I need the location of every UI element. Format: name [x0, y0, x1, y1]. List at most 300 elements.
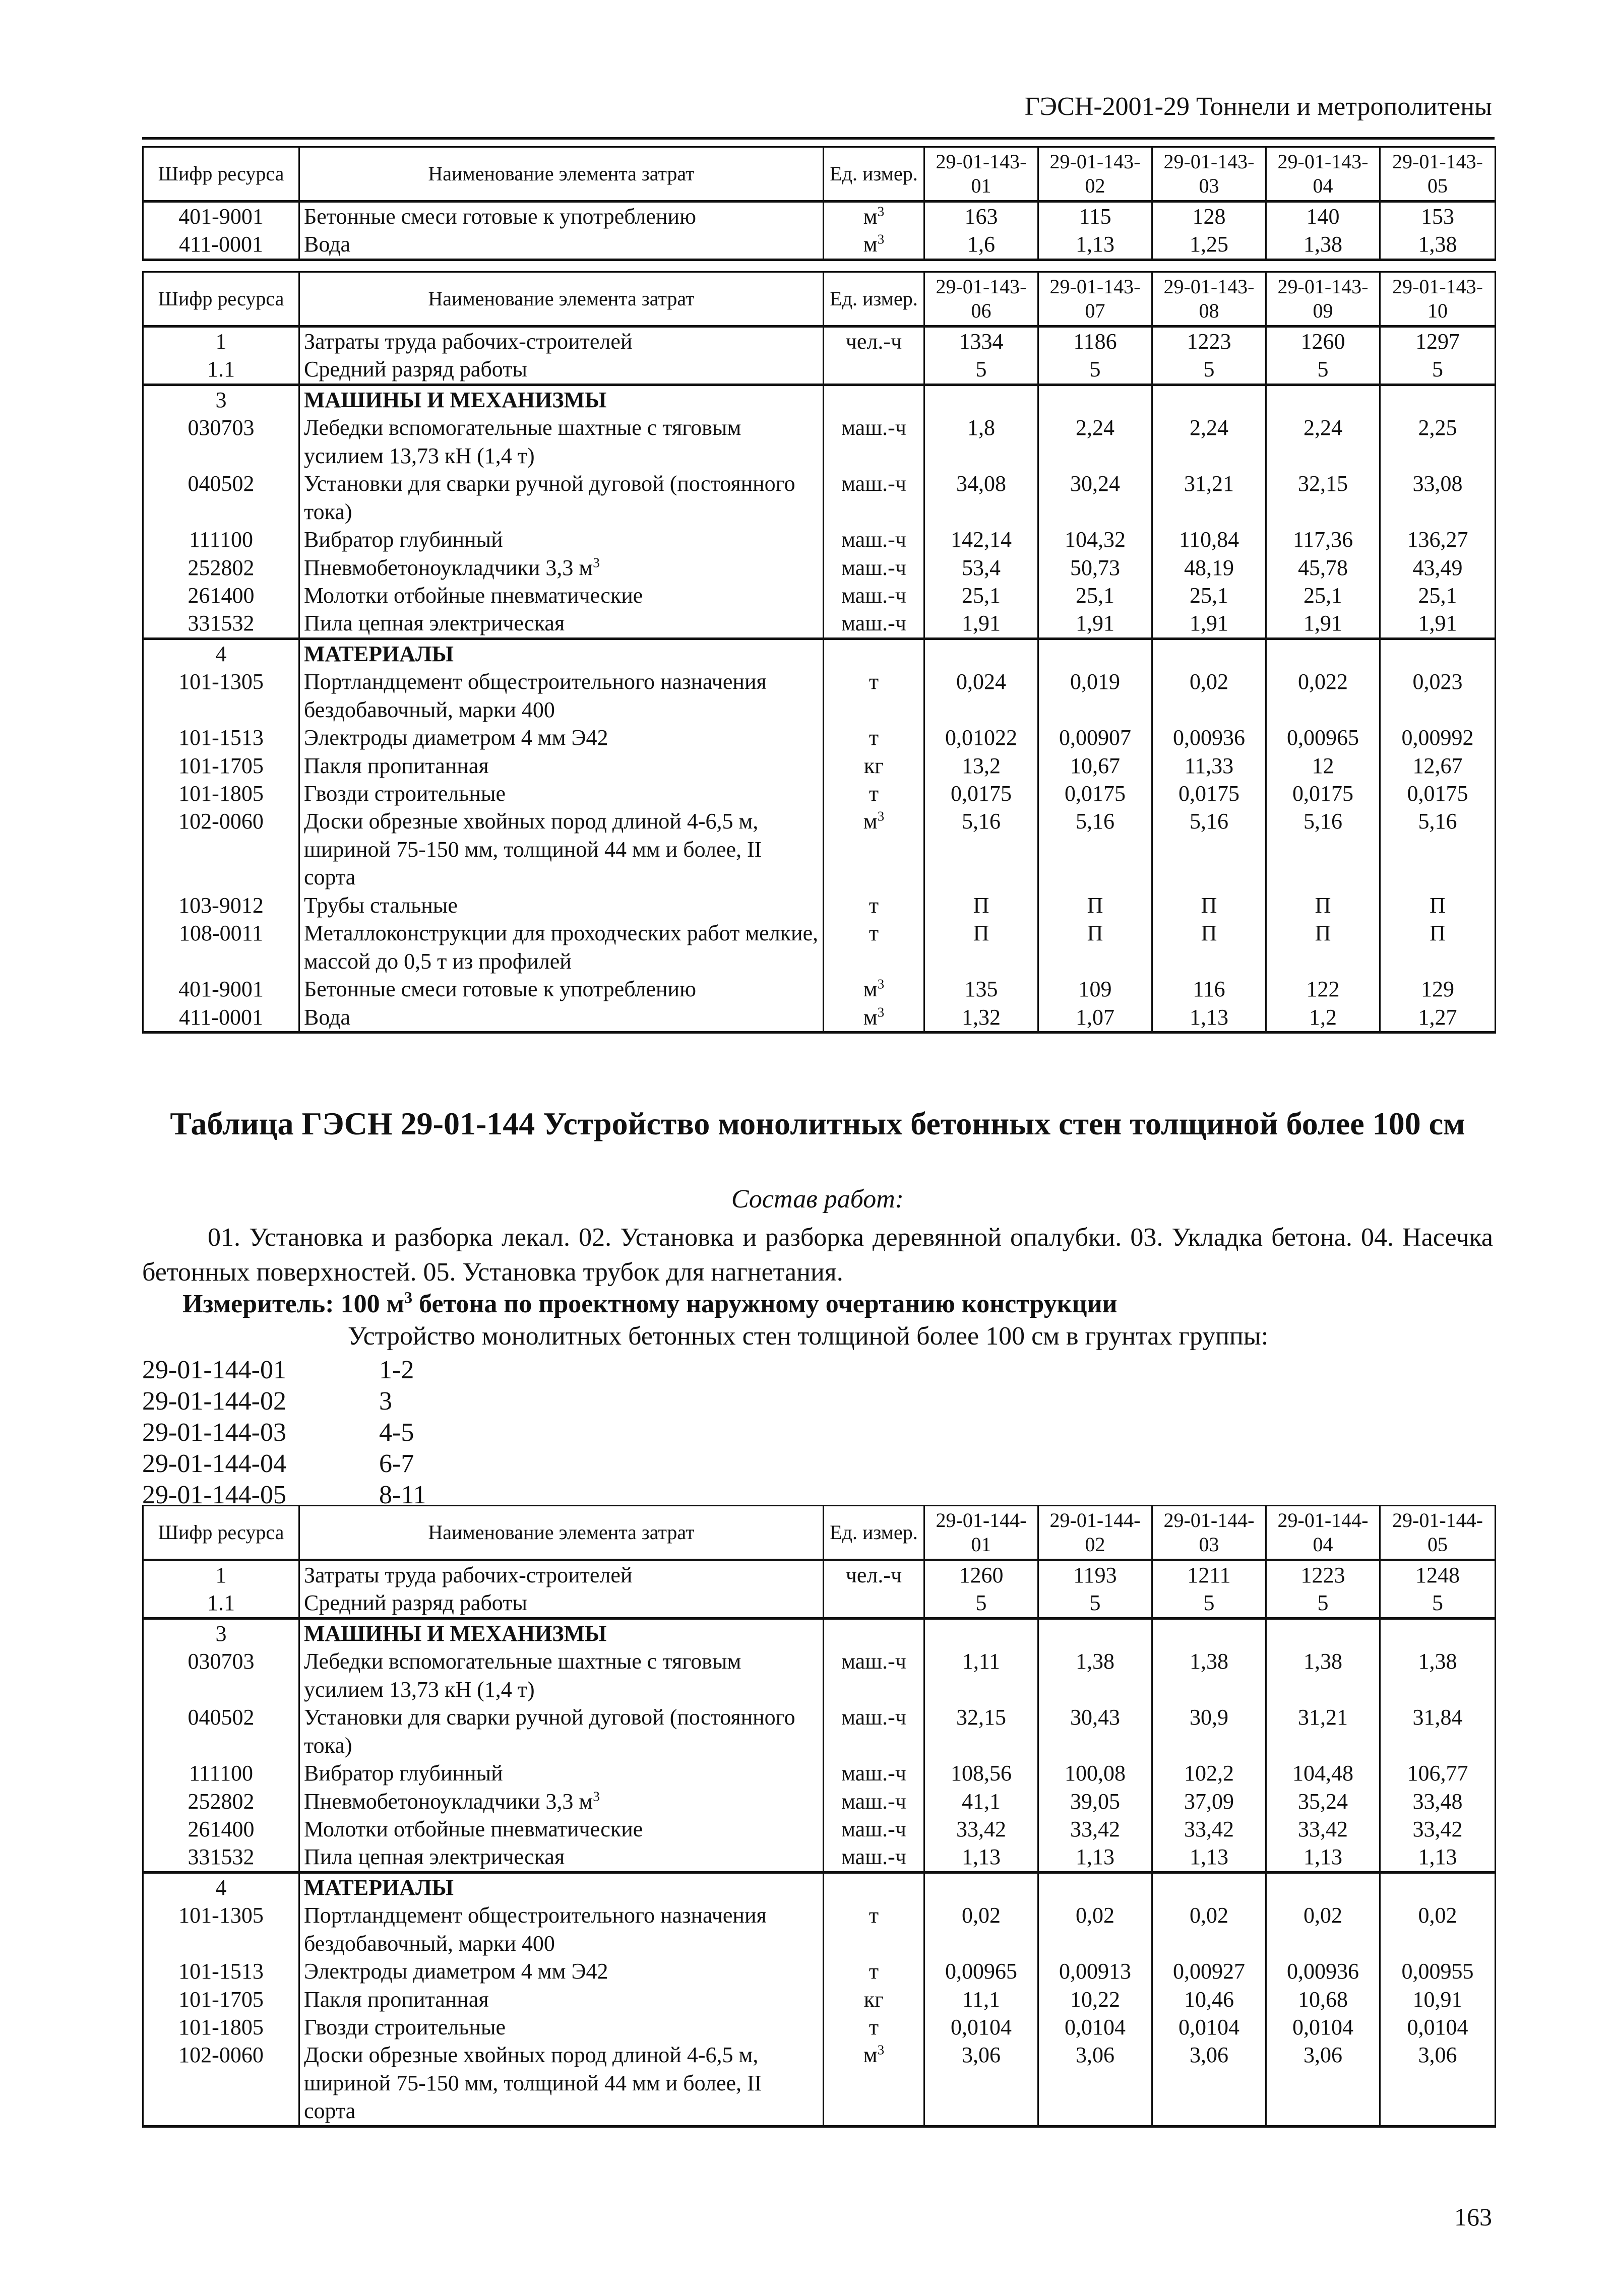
section-row — [143, 385, 1496, 414]
resource-code: 103-9012 — [143, 891, 299, 919]
table-row — [143, 891, 1496, 919]
norm-value: 33,42 — [1266, 1815, 1380, 1843]
column-header-norm: 29-01-144-02 — [1038, 1506, 1152, 1560]
resource-unit: маш.-ч — [824, 554, 924, 582]
resource-unit: $м^3$ — [824, 1003, 924, 1033]
norm-value — [1038, 1618, 1152, 1647]
section-title: МАТЕРИАЛЫ — [299, 1872, 824, 1901]
norm-value: 11,1 — [924, 1986, 1038, 2013]
table-row — [143, 1815, 1496, 1843]
norm-value: 1,13 — [1152, 1003, 1266, 1033]
resource-unit: маш.-ч — [824, 609, 924, 639]
norm-value — [1152, 1872, 1266, 1901]
norm-value: 11,33 — [1152, 752, 1266, 780]
norm-value: 2,25 — [1380, 414, 1496, 470]
resource-code: 1 — [143, 327, 299, 356]
norm-value: 1,32 — [924, 1003, 1038, 1033]
norm-value: 153 — [1380, 202, 1496, 231]
norm-value: П — [1152, 919, 1266, 975]
column-header-norm: 29-01-143-07 — [1038, 272, 1152, 327]
norm-value: 43,49 — [1380, 554, 1496, 582]
table-row — [143, 202, 1496, 231]
norm-value: 5 — [1038, 1589, 1152, 1618]
page-header: ГЭСН-2001-29 Тоннели и метрополитены — [1024, 92, 1492, 121]
norm-value: 37,09 — [1152, 1788, 1266, 1815]
norm-value: 5 — [1266, 1589, 1380, 1618]
norm-value: П — [1380, 919, 1496, 975]
resource-unit: маш.-ч — [824, 414, 924, 470]
resource-name: Установки для сварки ручной дуговой (постоянного тока) — [299, 1703, 824, 1759]
resource-name: Электроды диаметром 4 мм Э42 — [299, 724, 824, 751]
resource-unit: $м^3$ — [824, 807, 924, 891]
norm-value: 0,023 — [1380, 668, 1496, 724]
table-row — [143, 668, 1496, 724]
norm-value: 5,16 — [1038, 807, 1152, 891]
norm-value: 5,16 — [1380, 807, 1496, 891]
norm-value: 0,019 — [1038, 668, 1152, 724]
norm-value: 1,38 — [1266, 230, 1380, 260]
norm-value: 5 — [924, 1589, 1038, 1618]
column-header-norm: 29-01-144-01 — [924, 1506, 1038, 1560]
norm-value: 1,91 — [1152, 609, 1266, 639]
norm-value: 5 — [1380, 355, 1496, 385]
norm-value: 1,91 — [1380, 609, 1496, 639]
resource-code: 101-1305 — [143, 1901, 299, 1957]
norm-value: 33,42 — [924, 1815, 1038, 1843]
column-header-norm: 29-01-144-04 — [1266, 1506, 1380, 1560]
norm-value: 25,1 — [1380, 582, 1496, 609]
resource-table-143-06-10 — [142, 271, 1496, 1034]
norm-value: 163 — [924, 202, 1038, 231]
resource-name: Гвозди строительные — [299, 780, 824, 807]
resource-unit: маш.-ч — [824, 1843, 924, 1872]
resource-unit: маш.-ч — [824, 1647, 924, 1703]
column-header-code: Шифр ресурса — [143, 1506, 299, 1560]
resource-name: Пакля пропитанная — [299, 1986, 824, 2013]
norm-value — [1266, 1872, 1380, 1901]
resource-code: 040502 — [143, 1703, 299, 1759]
norm-value: 1,13 — [1266, 1843, 1380, 1872]
norm-value: 5 — [1152, 1589, 1266, 1618]
resource-name: Молотки отбойные пневматические — [299, 582, 824, 609]
norm-value: 0,02 — [1266, 1901, 1380, 1957]
page-number: 163 — [1454, 2203, 1492, 2231]
norm-value: 117,36 — [1266, 526, 1380, 553]
resource-unit: маш.-ч — [824, 1759, 924, 1787]
variant-soil-group: 3 — [379, 1386, 392, 1416]
column-header-norm: 29-01-143-03 — [1152, 147, 1266, 202]
meter-line — [182, 1289, 1493, 1319]
column-header-norm: 29-01-143-08 — [1152, 272, 1266, 327]
resource-name: Вода — [299, 230, 824, 260]
resource-code: 101-1305 — [143, 668, 299, 724]
resource-name: Средний разряд работы — [299, 355, 824, 385]
norm-value: 5,16 — [924, 807, 1038, 891]
norm-value: 1193 — [1038, 1560, 1152, 1589]
table-row — [143, 752, 1496, 780]
norm-value: 35,24 — [1266, 1788, 1380, 1815]
norm-value: 129 — [1380, 975, 1496, 1003]
norm-value — [1380, 1618, 1496, 1647]
table-title: Таблица ГЭСН 29-01-144 Устройство монолитных бетонных стен толщиной более 100 см — [170, 1106, 1465, 1141]
variant-soil-group: 8-11 — [379, 1480, 426, 1509]
norm-value: 0,024 — [924, 668, 1038, 724]
norm-value: 0,0175 — [1038, 780, 1152, 807]
column-header-norm: 29-01-143-05 — [1380, 147, 1496, 202]
table-row — [143, 230, 1496, 260]
section-title: МАШИНЫ И МЕХАНИЗМЫ — [299, 385, 824, 414]
table-row — [143, 327, 1496, 356]
resource-unit: т — [824, 668, 924, 724]
norm-value: 10,91 — [1380, 1986, 1496, 2013]
resource-unit: т — [824, 1957, 924, 1985]
column-header-norm: 29-01-143-02 — [1038, 147, 1152, 202]
resource-unit: чел.-ч — [824, 1560, 924, 1589]
norm-value: П — [1038, 919, 1152, 975]
table-row — [143, 975, 1496, 1003]
variant-item — [142, 1448, 596, 1480]
norm-value: 104,32 — [1038, 526, 1152, 553]
resource-name: Бетонные смеси готовые к употреблению — [299, 975, 824, 1003]
table-row — [143, 526, 1496, 553]
norm-value: 31,21 — [1266, 1703, 1380, 1759]
resource-unit: маш.-ч — [824, 1703, 924, 1759]
resource-unit — [824, 355, 924, 385]
resource-code: 102-0060 — [143, 807, 299, 891]
column-header-norm: 29-01-143-04 — [1266, 147, 1380, 202]
norm-value: 109 — [1038, 975, 1152, 1003]
norm-value: П — [924, 919, 1038, 975]
norm-value: 1211 — [1152, 1560, 1266, 1589]
norm-value: 12 — [1266, 752, 1380, 780]
resource-code: 401-9001 — [143, 975, 299, 1003]
norm-value: 2,24 — [1152, 414, 1266, 470]
norm-value: 33,08 — [1380, 470, 1496, 526]
resource-code: 101-1513 — [143, 724, 299, 751]
norm-value: 1,38 — [1380, 230, 1496, 260]
resource-unit: маш.-ч — [824, 1788, 924, 1815]
resource-unit — [824, 385, 924, 414]
resource-code: 102-0060 — [143, 2041, 299, 2126]
norm-value: 5 — [1266, 355, 1380, 385]
norm-value: 0,0104 — [1152, 2013, 1266, 2041]
norm-value: 53,4 — [924, 554, 1038, 582]
norm-value: 1334 — [924, 327, 1038, 356]
norm-value: 1,13 — [1038, 1843, 1152, 1872]
variant-soil-group: 1-2 — [379, 1356, 414, 1384]
resource-code: 101-1705 — [143, 752, 299, 780]
resource-code: 101-1513 — [143, 1957, 299, 1985]
column-header-norm: 29-01-143-06 — [924, 272, 1038, 327]
norm-value: 41,1 — [924, 1788, 1038, 1815]
norm-value: 5,16 — [1266, 807, 1380, 891]
table-row — [143, 554, 1496, 582]
works-composition-title: Состав работ: — [731, 1185, 904, 1214]
norm-value: 10,67 — [1038, 752, 1152, 780]
meter-label: Измеритель: — [182, 1290, 334, 1318]
norm-value — [924, 385, 1038, 414]
norm-value: 3,06 — [1266, 2041, 1380, 2126]
resource-code: 252802 — [143, 1788, 299, 1815]
norm-value: П — [924, 891, 1038, 919]
norm-value: 0,02 — [1038, 1901, 1152, 1957]
resource-name: Пила цепная электрическая — [299, 609, 824, 639]
norm-value: 12,67 — [1380, 752, 1496, 780]
norm-value: 104,48 — [1266, 1759, 1380, 1787]
resource-code: 3 — [143, 385, 299, 414]
norm-value: 0,02 — [1152, 1901, 1266, 1957]
resource-unit — [824, 1618, 924, 1647]
norm-value: П — [1380, 891, 1496, 919]
meter-value: 100 $м^3$ бетона по проектному наружному очертанию конструкции — [340, 1288, 1118, 1318]
norm-value: 50,73 — [1038, 554, 1152, 582]
norm-value: П — [1266, 919, 1380, 975]
norm-value: 0,0104 — [1380, 2013, 1496, 2041]
table-row — [143, 2041, 1496, 2126]
resource-code: 401-9001 — [143, 202, 299, 231]
norm-value: 0,0175 — [924, 780, 1038, 807]
norm-value: 1,91 — [1038, 609, 1152, 639]
norm-value: 0,00965 — [1266, 724, 1380, 751]
norm-value: 33,42 — [1152, 1815, 1266, 1843]
norm-value: 128 — [1152, 202, 1266, 231]
resource-unit — [824, 639, 924, 668]
variant-item — [142, 1355, 596, 1386]
column-header-code: Шифр ресурса — [143, 272, 299, 327]
norm-value: 48,19 — [1152, 554, 1266, 582]
norm-value: 32,15 — [1266, 470, 1380, 526]
resource-name: Вибратор глубинный — [299, 526, 824, 553]
resource-unit: т — [824, 2013, 924, 2041]
norm-value — [1266, 1618, 1380, 1647]
norm-value: 3,06 — [1380, 2041, 1496, 2126]
resource-code: 030703 — [143, 414, 299, 470]
resource-unit: маш.-ч — [824, 1815, 924, 1843]
norm-value: 25,1 — [1152, 582, 1266, 609]
norm-value: 1,25 — [1152, 230, 1266, 260]
norm-value — [1152, 639, 1266, 668]
table-row — [143, 609, 1496, 639]
column-header-norm: 29-01-143-01 — [924, 147, 1038, 202]
norm-value: 32,15 — [924, 1703, 1038, 1759]
resource-table-144-01-05 — [142, 1505, 1496, 2128]
column-header-unit: Ед. измер. — [824, 272, 924, 327]
norm-value: 0,0175 — [1266, 780, 1380, 807]
table-row — [143, 582, 1496, 609]
resource-name: Молотки отбойные пневматические — [299, 1815, 824, 1843]
norm-value: 0,00992 — [1380, 724, 1496, 751]
norm-value: 5 — [1380, 1589, 1496, 1618]
resource-code: 411-0001 — [143, 1003, 299, 1033]
table-row — [143, 1759, 1496, 1787]
norm-value: 1,13 — [1038, 230, 1152, 260]
table-row — [143, 1560, 1496, 1589]
norm-value — [1380, 385, 1496, 414]
resource-name: Трубы стальные — [299, 891, 824, 919]
norm-value: 33,42 — [1380, 1815, 1496, 1843]
variants-title: Устройство монолитных бетонных стен толщиной более 100 см в грунтах группы: — [348, 1322, 1269, 1351]
norm-value: 1223 — [1152, 327, 1266, 356]
norm-value: 1,11 — [924, 1647, 1038, 1703]
resource-code: 101-1705 — [143, 1986, 299, 2013]
norm-value: 31,21 — [1152, 470, 1266, 526]
norm-value: 25,1 — [1038, 582, 1152, 609]
resource-unit: кг — [824, 752, 924, 780]
norm-value: 1,6 — [924, 230, 1038, 260]
norm-value — [924, 1618, 1038, 1647]
norm-value: 0,00936 — [1152, 724, 1266, 751]
norm-value: 0,00907 — [1038, 724, 1152, 751]
resource-unit — [824, 1872, 924, 1901]
column-header-norm: 29-01-144-05 — [1380, 1506, 1496, 1560]
norm-value: 0,0175 — [1152, 780, 1266, 807]
norm-value: 110,84 — [1152, 526, 1266, 553]
norm-value: 1,13 — [1152, 1843, 1266, 1872]
norm-value: 2,24 — [1266, 414, 1380, 470]
resource-code: 4 — [143, 639, 299, 668]
norm-value: 115 — [1038, 202, 1152, 231]
resource-unit: маш.-ч — [824, 470, 924, 526]
table-row — [143, 807, 1496, 891]
resource-name: Лебедки вспомогательные шахтные с тяговым усилием 13,73 кН (1,4 т) — [299, 414, 824, 470]
variant-soil-group: 4-5 — [379, 1418, 414, 1447]
norm-value: 0,022 — [1266, 668, 1380, 724]
variant-item — [142, 1386, 596, 1417]
norm-value — [1380, 639, 1496, 668]
resource-unit: т — [824, 724, 924, 751]
variant-code: 29-01-144-05 — [142, 1480, 286, 1509]
norm-value: 1,13 — [924, 1843, 1038, 1872]
norm-value: 1,8 — [924, 414, 1038, 470]
norm-value: П — [1152, 891, 1266, 919]
norm-value: 30,9 — [1152, 1703, 1266, 1759]
norm-value: 142,14 — [924, 526, 1038, 553]
variant-soil-group: 6-7 — [379, 1449, 414, 1478]
resource-name: Пакля пропитанная — [299, 752, 824, 780]
resource-name: Пила цепная электрическая — [299, 1843, 824, 1872]
resource-code: 1.1 — [143, 1589, 299, 1618]
norm-value: 116 — [1152, 975, 1266, 1003]
resource-name: Гвозди строительные — [299, 2013, 824, 2041]
column-header-norm: 29-01-143-10 — [1380, 272, 1496, 327]
resource-unit: кг — [824, 1986, 924, 2013]
section-title: МАТЕРИАЛЫ — [299, 639, 824, 668]
norm-value: 10,22 — [1038, 1986, 1152, 2013]
resource-name: Электроды диаметром 4 мм Э42 — [299, 1957, 824, 1985]
norm-value: 135 — [924, 975, 1038, 1003]
resource-name: Бетонные смеси готовые к употреблению — [299, 202, 824, 231]
resource-code: 040502 — [143, 470, 299, 526]
column-header-norm: 29-01-143-09 — [1266, 272, 1380, 327]
resource-unit: маш.-ч — [824, 526, 924, 553]
table-row — [143, 1703, 1496, 1759]
norm-value: 140 — [1266, 202, 1380, 231]
norm-value: 3,06 — [924, 2041, 1038, 2126]
resource-code: 111100 — [143, 1759, 299, 1787]
norm-value — [924, 1872, 1038, 1901]
column-header-name: Наименование элемента затрат — [299, 147, 824, 202]
resource-table-143-01-05 — [142, 146, 1496, 261]
resource-unit: т — [824, 780, 924, 807]
table-row — [143, 414, 1496, 470]
resource-code: 261400 — [143, 1815, 299, 1843]
norm-value: 33,42 — [1038, 1815, 1152, 1843]
resource-unit: $м^3$ — [824, 2041, 924, 2126]
resource-code: 108-0011 — [143, 919, 299, 975]
norm-value: 1,13 — [1380, 1843, 1496, 1872]
resource-unit: $м^3$ — [824, 230, 924, 260]
resource-name: Пневмобетоноукладчики 3,3 $м^3$ — [299, 554, 824, 582]
norm-value: 1,38 — [1380, 1647, 1496, 1703]
norm-value: 1186 — [1038, 327, 1152, 356]
norm-value: 1,38 — [1152, 1647, 1266, 1703]
norm-value: 5 — [924, 355, 1038, 385]
resource-code: 111100 — [143, 526, 299, 553]
norm-value: 1223 — [1266, 1560, 1380, 1589]
norm-value: 1,91 — [924, 609, 1038, 639]
resource-code: 252802 — [143, 554, 299, 582]
resource-code: 411-0001 — [143, 230, 299, 260]
norm-value: 1297 — [1380, 327, 1496, 356]
resource-unit: т — [824, 891, 924, 919]
table-row — [143, 1788, 1496, 1815]
table-row — [143, 1003, 1496, 1033]
norm-value: 1,38 — [1266, 1647, 1380, 1703]
norm-value: 0,0104 — [1266, 2013, 1380, 2041]
norm-value: 102,2 — [1152, 1759, 1266, 1787]
resource-code: 3 — [143, 1618, 299, 1647]
norm-value: 136,27 — [1380, 526, 1496, 553]
norm-value: 106,77 — [1380, 1759, 1496, 1787]
resource-unit: маш.-ч — [824, 582, 924, 609]
norm-value: П — [1038, 891, 1152, 919]
column-header-norm: 29-01-144-03 — [1152, 1506, 1266, 1560]
table-row — [143, 780, 1496, 807]
column-header-name: Наименование элемента затрат — [299, 1506, 824, 1560]
norm-value: 5 — [1038, 355, 1152, 385]
norm-value: 0,01022 — [924, 724, 1038, 751]
resource-unit: $м^3$ — [824, 975, 924, 1003]
norm-value: 0,00936 — [1266, 1957, 1380, 1985]
norm-value: 100,08 — [1038, 1759, 1152, 1787]
norm-value — [1380, 1872, 1496, 1901]
resource-unit: чел.-ч — [824, 327, 924, 356]
norm-value — [1038, 639, 1152, 668]
norm-value: 1,2 — [1266, 1003, 1380, 1033]
norm-value: 1,27 — [1380, 1003, 1496, 1033]
table-row — [143, 1647, 1496, 1703]
resource-code: 261400 — [143, 582, 299, 609]
table-row — [143, 724, 1496, 751]
norm-value: 10,68 — [1266, 1986, 1380, 2013]
norm-value: 3,06 — [1152, 2041, 1266, 2126]
variant-list — [142, 1355, 596, 1510]
norm-value: 108,56 — [924, 1759, 1038, 1787]
norm-value: 0,00965 — [924, 1957, 1038, 1985]
norm-value — [1038, 1872, 1152, 1901]
section-row — [143, 639, 1496, 668]
norm-value: 0,0104 — [1038, 2013, 1152, 2041]
norm-value: 1,38 — [1038, 1647, 1152, 1703]
norm-value: 33,48 — [1380, 1788, 1496, 1815]
table-row — [143, 1901, 1496, 1957]
norm-value: 0,02 — [924, 1901, 1038, 1957]
table-row — [143, 470, 1496, 526]
section-row — [143, 1618, 1496, 1647]
norm-value: 1260 — [1266, 327, 1380, 356]
norm-value — [1266, 385, 1380, 414]
resource-code: 331532 — [143, 1843, 299, 1872]
